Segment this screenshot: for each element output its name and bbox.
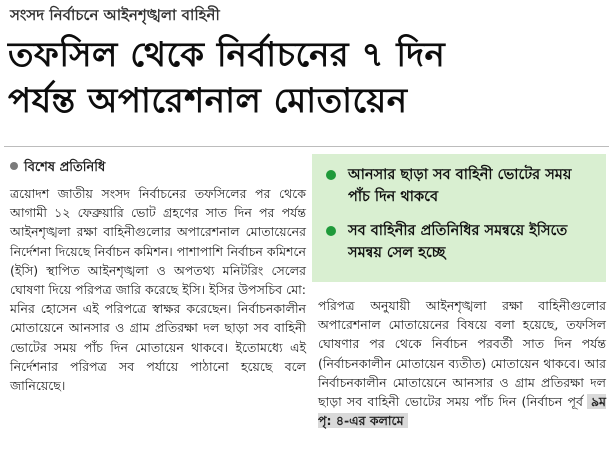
green-bullet-icon: [326, 170, 336, 180]
highlight-item: [322, 220, 596, 264]
divider: [4, 146, 609, 147]
highlight-item: [322, 164, 596, 208]
bullet-dot-icon: [10, 162, 18, 170]
headline: [8, 32, 608, 124]
highlights-box: [312, 154, 606, 282]
body-paragraph-left: ত্রয়োদশ জাতীয় সংসদ নির্বাচনের তফসিলের পর থেকে আগামী ১২ ফেব্রুয়ারি ভোট গ্রহণের সাত দিন পর পর্যন্ত আইনশৃঙ্খলা রক্ষা বাহিনীগুলোর অপারেশনাল মোতায়েনের নির্দেশনা দিয়েছে নির্বাচন কমিশন। পাশাপাশি নির্বাচন কমিশনে (ইসি) স্থাপিত আইনশৃঙ্খলা ও অপতথ্য মনিটরিং সেলের ঘোষণা দিয়ে পরিপত্র জারি করেছে ইসি। ইসির উপসচিব মো: মনির হোসেন এই পরিপত্রে স্বাক্ষর করেছেন। নির্বাচনকালীন মোতায়েনে আনসার ও গ্রাম প্রতিরক্ষা দল ছাড়া সব বাহিনী ভোটের সময় পাঁচ দিন মোতায়েন থাকবে। ইতোমধ্যে এই নির্দেশনার পরিপত্র সব পর্যায়ে পাঠানো হয়েছে বলে জানিয়েছে।: [10, 186, 306, 394]
headline-line-2: পর্যন্ত অপারেশনাল মোতায়েন: [8, 81, 408, 121]
section-kicker: সংসদ নির্বাচনে আইনশৃঙ্খলা বাহিনী: [10, 6, 220, 24]
byline: [10, 158, 105, 179]
article-body-left: [10, 184, 306, 395]
body-paragraph-right: [318, 296, 606, 430]
continuation-reference: ৯ম পৃ: ৪-এর কলামে: [318, 394, 606, 429]
green-bullet-icon: [326, 226, 336, 236]
headline-line-1: তফসিল থেকে নির্বাচনের ৭ দিন: [8, 35, 446, 75]
byline-text: বিশেষ প্রতিনিধি: [24, 160, 106, 175]
body-text-right: পরিপত্র অনুযায়ী আইনশৃঙ্খলা রক্ষা বাহিনীগুলোর অপারেশনাল মোতায়েনের বিষয়ে বলা হয়েছে, তফসিল ঘোষণার পর থেকে নির্বাচন পরবর্তী সাত দিন পর্যন্ত (নির্বাচনকালীন মোতায়েন ব্যতীত) মোতায়েন থাকবে। আর নির্বাচনকালীন মোতায়েনে আনসার ও গ্রাম প্রতিরক্ষা দল ছাড়া সব বাহিনী ভোটের সময় পাঁচ দিন (নির্বাচন পূর্ব: [318, 298, 606, 410]
highlight-text: সব বাহিনীর প্রতিনিধির সমন্বয়ে ইসিতে সমন্বয় সেল হচ্ছে: [348, 223, 568, 261]
highlight-text: আনসার ছাড়া সব বাহিনী ভোটের সময় পাঁচ দিন থাকবে: [348, 167, 572, 205]
article-body-right: [318, 296, 606, 430]
